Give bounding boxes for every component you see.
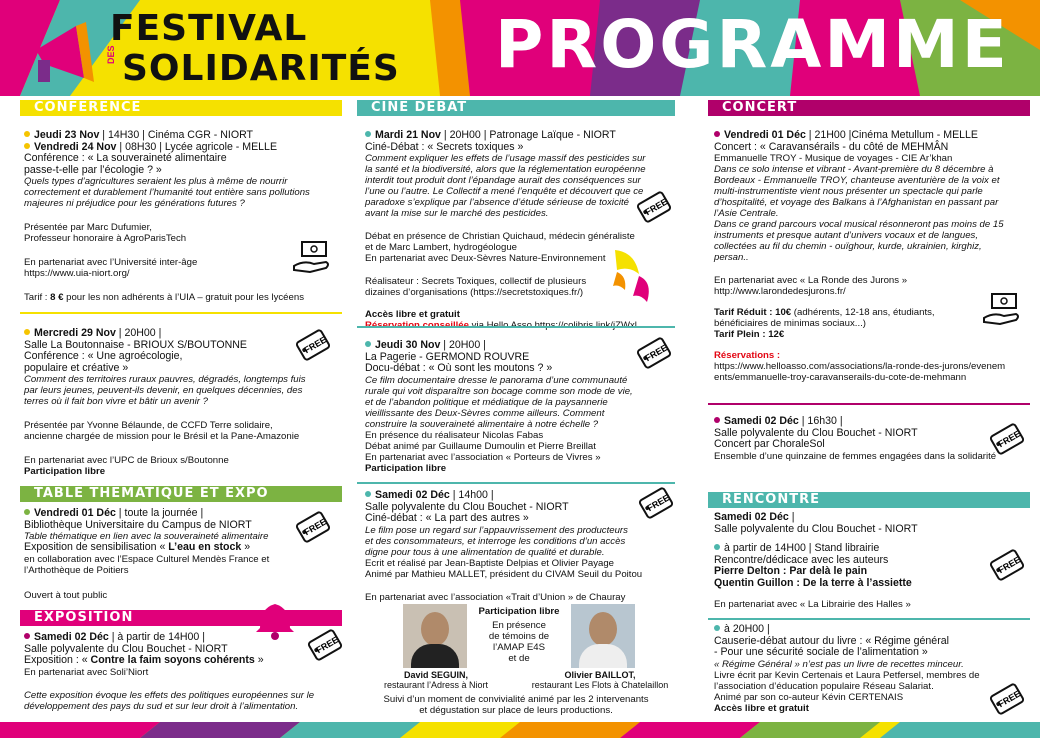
bullet-icon: [24, 143, 30, 149]
event-rencontre-2: [714, 624, 1030, 714]
event-place: Salle polyvalente du Clou Bouchet - NIORT: [714, 522, 918, 535]
event-access: Ouvert à tout public: [24, 589, 108, 601]
event-description: digne pour tous à une alimentation de qualité et durable.: [365, 546, 605, 558]
free-stamp-text: FREE: [996, 688, 1023, 710]
event-partner: En partenariat avec « La Librairie des Halles »: [714, 599, 911, 610]
event-book: Quentin Guillon : De la terre à l’assiette: [714, 576, 912, 589]
logo-solidarites-text: SOLIDARITÉS: [122, 48, 400, 89]
event-detail: En présence du réalisateur Nicolas Fabas: [365, 429, 544, 441]
event-title: passe-t-elle par l’écologie ? »: [24, 163, 162, 176]
bullet-icon: [24, 329, 30, 335]
event-title: - Pour une sécurité sociale de l’alimentation »: [714, 646, 928, 658]
event-description: interdit tout produit dont l’épandage aurait des conséquences sur: [365, 175, 641, 186]
event-place: Salle polyvalente du Clou Bouchet - NIORT: [24, 642, 228, 655]
event-description: Comment des territoires ruraux pauvres, dégradés, longtemps fuis: [24, 374, 306, 385]
portrait-olivier-baillot: [571, 604, 635, 668]
free-stamp-text: FREE: [996, 554, 1023, 576]
event-place: La Pagerie - GERMOND ROUVRE: [365, 350, 530, 363]
event-description: multi-instrumentiste vient nous présenter un spectacle qui parle: [714, 186, 983, 197]
event-description: construire la souveraineté alimentaire à notre échelle ?: [365, 418, 599, 430]
divider: [20, 312, 342, 314]
event-time-stand: à partir de 14H00 | Stand librairie: [724, 542, 880, 554]
event-conference-1: [24, 130, 342, 303]
event-title: populaire et créative »: [24, 361, 129, 374]
caption-olivier-baillot: [525, 670, 675, 690]
event-partner-link[interactable]: https://www.uia-niort.org/: [24, 268, 130, 279]
event-description: collectées au fil du chemin - ouïghour, kurde, ukrainien, kirghiz,: [714, 241, 982, 252]
megaphone-icon: [30, 20, 110, 90]
person-name: Olivier BAILLOT,: [564, 670, 636, 680]
event-description: Ensemble d’une quinzaine de femmes engagées dans la solidarité: [714, 450, 997, 462]
event-title: Concert par ChoraleSol: [714, 438, 825, 450]
event-description: Bordeaux - Emmanuelle TROY, chanteuse aventurière de la voix et: [714, 175, 1000, 186]
column-right: [708, 100, 1030, 720]
event-rencontre-1: [714, 512, 1030, 610]
section-heading-exposition: EXPOSITION: [20, 610, 342, 626]
event-place: Bibliothèque Universitaire du Campus de NIORT: [24, 518, 252, 531]
caption-david-seguin: [371, 670, 501, 690]
event-title: Conférence : « La souveraineté alimentaire: [24, 152, 227, 164]
access-label: Accès libre et gratuit: [365, 309, 460, 320]
divider: [708, 618, 1030, 620]
tarif-price: 8 €: [50, 292, 64, 303]
bullet-icon: [365, 131, 371, 137]
event-time-place: | 14H30 | Cinéma CGR - NIORT: [99, 129, 254, 141]
festival-logo: [100, 6, 430, 92]
section-heading-rencontre: RENCONTRE: [708, 492, 1030, 508]
event-presenter: Présentée par Marc Dufumier,: [24, 222, 152, 233]
event-concert-2: [714, 416, 1030, 462]
event-time: | 20H00 |: [115, 327, 162, 339]
event-date: Mardi 21 Nov: [375, 129, 441, 141]
event-time: | à partir de 14H00 |: [108, 631, 205, 643]
section-heading-concert: CONCERT: [708, 100, 1030, 116]
event-description: Table thématique en lien avec la souveraineté alimentaire: [24, 531, 269, 542]
event-description: « Régime Général » n’est pas un livre de recettes minceur.: [714, 658, 964, 670]
witness-text: de témoins de: [488, 631, 550, 642]
tarif-label: Tarif :: [24, 292, 51, 303]
event-description: développement des pays du sud et sur leur droit à l’alimentation.: [24, 700, 299, 712]
event-date: Samedi 02 Déc: [724, 415, 799, 427]
page-title: PROGRAMME: [495, 6, 1010, 83]
witness-text: En présence: [492, 620, 546, 631]
person-role: restaurant l’Adress à Niort: [383, 680, 489, 690]
bullet-icon: [365, 491, 371, 497]
column-middle: [357, 100, 675, 720]
event-presenter: ancienne chargée de mission pour le Brésil et la Pane-Amazonie: [24, 431, 300, 442]
bullet-icon: [24, 633, 30, 639]
witness-text: et de: [508, 653, 530, 664]
event-artist: Emmanuelle TROY - Musique de voyages - CIE Ar’khan: [714, 153, 953, 164]
reservation-link[interactable]: ents/emmanuelle-troy-caravanserails-du-cote-de-mehmann: [714, 372, 967, 383]
event-title: »: [241, 541, 251, 553]
event-description: correctement et durablement l’humanité tout entière sans pollutions: [24, 187, 310, 198]
event-detail: Animé par son co-auteur Kévin CERTENAIS: [714, 691, 904, 703]
event-detail: Livre écrit par Kevin Certenais et Laura Petfersel, membres de: [714, 669, 980, 681]
event-description: Dans ce solo intense et vibrant - Avant-première du 8 décembre à: [714, 164, 994, 175]
event-title: Ciné-débat : « La part des autres »: [365, 512, 529, 524]
event-description: instruments et presque autant d’univers vocaux et de langues,: [714, 230, 978, 241]
participation-label: Participation libre: [24, 466, 106, 477]
event-title: Exposition de sensibilisation «: [24, 541, 169, 553]
event-title: Causerie-débat autour du livre : « Régime général: [714, 634, 949, 647]
divider: [357, 482, 675, 484]
event-partner: En partenariat avec l’association « Porteurs de Vivres »: [365, 451, 601, 463]
portrait-david-seguin: [403, 604, 467, 668]
event-partner: En partenariat avec l’Université inter-âge: [24, 257, 198, 268]
event-partner: En partenariat avec « La Ronde des Jurons »: [714, 275, 908, 286]
bullet-icon: [714, 131, 720, 137]
free-stamp-text: FREE: [314, 634, 341, 656]
event-date: Samedi 02 Déc: [714, 511, 789, 523]
event-place: Salle polyvalente du Clou Bouchet - NIORT: [714, 426, 918, 439]
event-description: rurale qui voit disparaître son bocage comme son mode de vie,: [365, 385, 633, 397]
participation-label: Participation libre: [478, 606, 560, 617]
amap-witness-block: [469, 606, 569, 664]
event-closing-note: [357, 694, 675, 716]
event-time-place: | 21H00 |Cinéma Metullum - MELLE: [805, 129, 978, 141]
event-date: Jeudi 23 Nov: [34, 129, 100, 141]
event-book: Pierre Delton : Par delà le pain: [714, 565, 868, 577]
event-title: Concert : « Caravansérails - du côté de MEHMÂN: [714, 140, 949, 153]
event-partner-link[interactable]: http://www.larondedesjurons.fr/: [714, 286, 846, 297]
event-description: par leurs jeunes, peuvent-ils devenir, en quelques décennies, des: [24, 385, 303, 396]
event-detail: Débat animé par Guillaume Dumoulin et Pierre Breillat: [365, 440, 596, 452]
event-description: terres où il fait bon vivre et bâtir un avenir ?: [24, 396, 208, 407]
money-hand-icon: [292, 240, 332, 276]
free-stamp-text: FREE: [302, 334, 329, 356]
event-description: l’une ou l’autre. Le Collectif a mené l’enquête et découvert que ce: [365, 186, 644, 197]
event-description: Comment expliquer les effets de l’usage massif des pesticides sur: [365, 153, 646, 164]
tarif-details: (adhérents, 12-18 ans, étudiants,: [791, 307, 935, 318]
event-title: »: [254, 654, 264, 666]
section-heading-cine-debat: CINE DEBAT: [357, 100, 675, 116]
event-description: Dans ce grand parcours vocal musical résonneront pas moins de 15: [714, 219, 1004, 230]
person-role: restaurant Les Flots à Chatelaillon: [531, 680, 669, 690]
closing-text: Suivi d’un moment de convivialité animé par les 2 intervenants: [383, 694, 649, 705]
free-stamp-text: FREE: [643, 342, 670, 364]
event-place: Salle La Boutonnaise - BRIOUX S/BOUTONNE: [24, 338, 247, 351]
event-description: majeures ni préjudice pour les générations futures ?: [24, 198, 245, 209]
footer-band: [0, 722, 1040, 738]
event-date: Vendredi 24 Nov: [34, 140, 117, 153]
bullet-icon: [714, 544, 720, 550]
bullet-icon: [24, 131, 30, 137]
event-description: paradoxe s’explique par l’absence d’étude sérieuse de toxicité: [365, 197, 629, 208]
event-director: Réalisateur : Secrets Toxiques, collectif de plusieurs: [365, 276, 587, 287]
event-description: Quels types d’agricultures seraient les plus à même de nourrir: [24, 176, 288, 187]
logo-festival-text: FESTIVAL: [110, 8, 308, 49]
event-director: dizaines d’organisations (https://secretstoxiques.fr/): [365, 287, 584, 298]
event-description: Le film pose un regard sur l’appauvrissement des producteurs: [365, 524, 628, 536]
event-debate: Débat en présence de Christian Quichaud, médecin généraliste: [365, 231, 635, 242]
event-date: Vendredi 01 Déc: [34, 507, 116, 519]
event-title: Ciné-Débat : « Secrets toxiques »: [365, 140, 524, 153]
event-time-place: | 20H00 | Patronage Laïque - NIORT: [440, 129, 616, 141]
event-presenter: Présentée par Yvonne Bélaunde, de CCFD Terre solidaire,: [24, 420, 273, 431]
event-date: Samedi 02 Déc: [375, 489, 450, 501]
event-description: Cette exposition évoque les effets des politiques européennes sur le: [24, 689, 315, 701]
event-cine-3: [365, 490, 671, 603]
event-cine-2: [365, 340, 671, 474]
witness-text: l’AMAP E4S: [492, 642, 546, 653]
event-description: avant la mise sur le marché des pesticides.: [365, 208, 549, 219]
event-partner: l’Arthothèque de Poitiers: [24, 564, 129, 576]
event-place: Salle polyvalente du Clou Bouchet - NIORT: [365, 500, 569, 513]
tarif-details: pour les non adhérents à l’UIA – gratuit pour les lycéens: [63, 292, 304, 303]
tarif-plein: Tarif Plein : 12€: [714, 329, 785, 340]
logo-des-text: DES: [106, 45, 116, 64]
event-description: vieillissante des Deux-Sèvres comme ailleurs. Comment: [365, 407, 605, 419]
event-time: | toute la journée |: [115, 507, 204, 519]
event-title-emphasis: Contre la faim soyons cohérents: [90, 654, 255, 666]
event-partner: En partenariat avec l’association «Trait d’Union » de Chauray: [365, 591, 626, 603]
section-heading-table: TABLE THEMATIQUE ET EXPO: [20, 486, 342, 502]
event-description: et des consommateurs, et interroge les conditions d’un accès: [365, 535, 626, 547]
event-description: persan..: [714, 252, 749, 263]
section-heading-conference: CONFERENCE: [20, 100, 342, 116]
event-concert-1: [714, 130, 1030, 383]
reservation-link[interactable]: https://www.helloasso.com/associations/la-ronde-des-jurons/evenem: [714, 361, 1006, 372]
bullet-icon: [714, 417, 720, 423]
divider: [708, 403, 1030, 405]
event-description: l’Asie Centrale.: [714, 208, 779, 219]
event-conference-2: [24, 328, 342, 477]
money-hand-icon: [982, 292, 1022, 328]
tarif-details: bénéficiaires de minimas sociaux...): [714, 318, 866, 329]
free-stamp-text: FREE: [996, 428, 1023, 450]
quote-swoosh-icon: [609, 246, 657, 310]
event-time: | 16h30 |: [798, 415, 843, 427]
free-stamp-text: FREE: [302, 516, 329, 538]
event-title: Exposition : «: [24, 654, 91, 666]
divider: [357, 326, 675, 328]
event-partner: en collaboration avec l’Espace Culturel Mendès France et: [24, 553, 270, 565]
event-description: la santé et la biodiversité, alors que la réglementation européenne: [365, 164, 646, 175]
event-detail: Animé par Mathieu MALLET, président du CIVAM Seuil du Poitou: [365, 568, 643, 580]
event-exposition: [24, 632, 342, 712]
event-description: Ce film documentaire dresse le panorama d’une communauté: [365, 374, 628, 386]
event-debate: et de Marc Lambert, hydrogéologue: [365, 242, 517, 253]
event-detail: l’association d’éducation populaire Réseau Salariat.: [714, 680, 934, 692]
event-time: |: [788, 511, 795, 523]
free-stamp-text: FREE: [645, 492, 672, 514]
event-presenter: Professeur honoraire à AgroParisTech: [24, 233, 187, 244]
event-date: Jeudi 30 Nov: [375, 339, 441, 351]
person-name: David SEGUIN,: [403, 670, 468, 680]
event-partner: En partenariat avec l’UPC de Brioux s/Boutonne: [24, 455, 229, 466]
bullet-icon: [24, 509, 30, 515]
event-date: Mercredi 29 Nov: [34, 327, 116, 339]
bullet-icon: [365, 341, 371, 347]
event-title: Rencontre/dédicace avec les auteurs: [714, 553, 889, 566]
event-title-emphasis: L’eau en stock: [168, 541, 242, 553]
access-label: Accès libre et gratuit: [714, 702, 809, 714]
reservation-label: Réservations :: [714, 350, 781, 361]
column-left: [20, 100, 342, 720]
event-date: Vendredi 01 Déc: [724, 129, 806, 141]
tarif-reduit: Tarif Réduit : 10€: [714, 307, 792, 318]
event-description: et de l’abandon politique et médiatique de la paysannerie: [365, 396, 608, 408]
participation-label: Participation libre: [365, 462, 447, 474]
closing-text: et dégustation sur place de leurs productions.: [419, 705, 613, 716]
event-time: | 20H00 |: [440, 339, 486, 351]
event-partner: En partenariat avec Deux-Sèvres Nature-Environnement: [365, 253, 606, 264]
event-description: d’hospitalité, et voyage des Balkans à l’Afghanistan en passant par: [714, 197, 999, 208]
event-date: Samedi 02 Déc: [34, 631, 109, 643]
event-time: à 20H00 |: [724, 623, 770, 635]
bullet-icon: [714, 625, 720, 631]
event-time: | 14h00 |: [449, 489, 494, 501]
header-banner: [0, 0, 1040, 96]
event-detail: Ecrit et réalisé par Jean-Baptiste Delpias et Olivier Payage: [365, 557, 615, 569]
event-partner: En partenariat avec Soli’Niort: [24, 666, 149, 678]
event-title: Docu-débat : « Où sont les moutons ? »: [365, 362, 553, 374]
event-time-place: | 08H30 | Lycée agricole - MELLE: [116, 140, 278, 153]
free-stamp-text: FREE: [643, 196, 670, 218]
event-title: Conférence : « Une agroécologie,: [24, 350, 183, 362]
